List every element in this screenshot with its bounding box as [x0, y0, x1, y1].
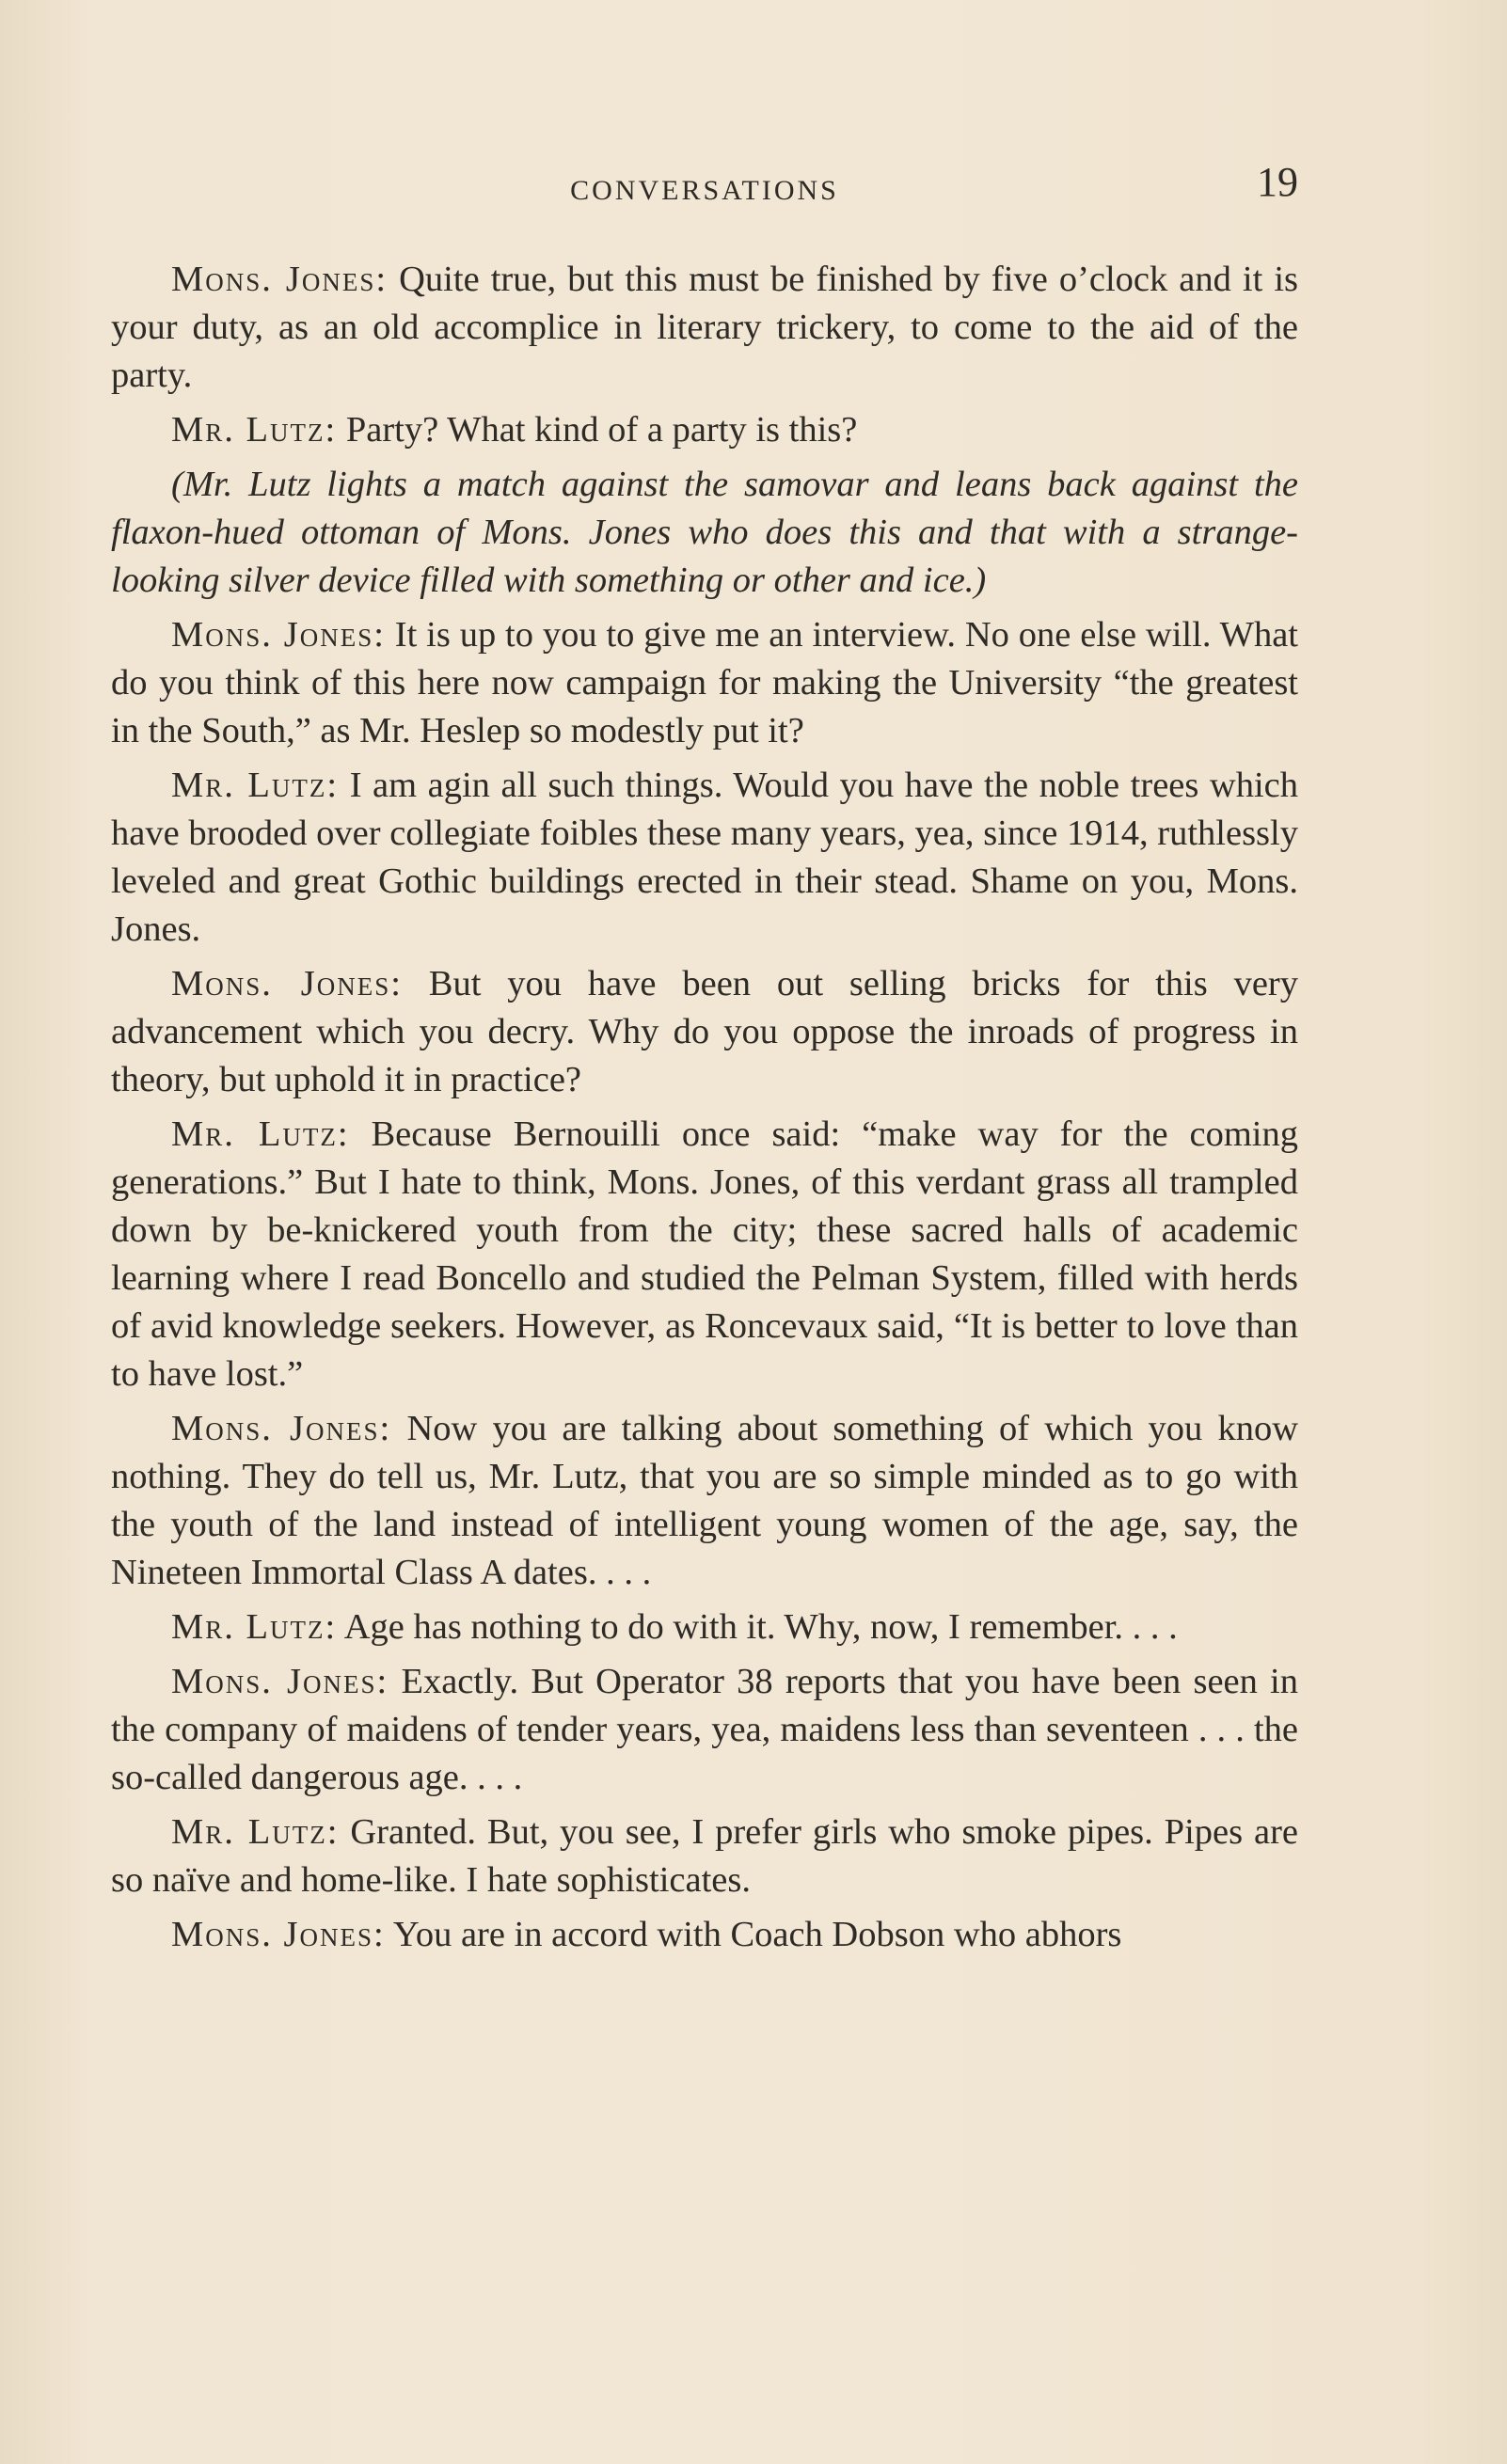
dialogue-text: But you have been out selling bricks for this very advancement which you decry. Why do you oppose the inroads of progress in theory, but uphold it in practice?	[111, 964, 1298, 1099]
speaker-label: Mr. Lutz:	[171, 1114, 350, 1154]
speaker-label: Mr. Lutz:	[171, 766, 340, 805]
dialogue-paragraph	[111, 1111, 1298, 1398]
speaker-label: Mr. Lutz:	[171, 410, 338, 450]
dialogue-text: Exactly. But Operator 38 reports that you have been seen in the company of maidens of tender years, yea, maidens less than seventeen . . . the so-called dangerous age. . . .	[111, 1662, 1299, 1797]
dialogue-text: Quite true, but this must be finished by five o’clock and it is your duty, as an old accomplice in literary trickery, to come to the aid of the party.	[111, 260, 1299, 395]
speaker-label: Mons. Jones:	[171, 260, 389, 299]
dialogue-paragraph	[111, 256, 1298, 400]
dialogue-text: I am agin all such things. Would you have the noble trees which have brooded over collegiate foibles these many years, yea, since 1914, ruthlessly leveled and great Gothic buildings erected in their stead. Shame on you, Mons. Jones.	[111, 766, 1298, 949]
dialogue-paragraph	[111, 762, 1298, 954]
page-number: 19	[1257, 159, 1298, 205]
speaker-label: Mons. Jones:	[171, 964, 403, 1003]
dialogue-paragraph	[111, 1603, 1298, 1651]
speaker-label: Mons. Jones:	[171, 615, 386, 655]
dialogue-text: Age has nothing to do with it. Why, now, I remember. . . .	[343, 1607, 1178, 1647]
dialogue-paragraph	[111, 406, 1298, 454]
dialogue-paragraph	[111, 960, 1298, 1104]
dialogue-text: Granted. But, you see, I prefer girls who smoke pipes. Pipes are so naïve and home-like. I hate sophisticates.	[111, 1812, 1298, 1900]
speaker-label: Mons. Jones:	[171, 1915, 386, 1954]
page-body	[111, 256, 1298, 1966]
running-head: CONVERSATIONS	[570, 175, 839, 206]
dialogue-paragraph	[111, 611, 1298, 755]
page-header	[111, 158, 1298, 214]
speaker-label: Mons. Jones:	[171, 1662, 389, 1701]
dialogue-paragraph	[111, 1809, 1298, 1904]
dialogue-text: Because Bernouilli once said: “make way for the coming generations.” But I hate to think, Mons. Jones, of this verdant grass all trampled down by be-knickered youth from the city; these sacred halls of academic learning where I read Boncello and studied the Pelman System, filled with herds of avid knowledge seekers. However, as Roncevaux said, “It is better to love than to have lost.”	[111, 1114, 1298, 1394]
dialogue-paragraph	[111, 1658, 1298, 1802]
dialogue-paragraph	[111, 1911, 1298, 1959]
dialogue-text: You are in accord with Coach Dobson who abhors	[392, 1915, 1122, 1954]
stage-direction-text: (Mr. Lutz lights a match against the samovar and leans back against the flaxon-hued ottoman of Mons. Jones who does this and that with a strange-looking silver device filled with something or other and ice.)	[111, 465, 1298, 600]
dialogue-text: Party? What kind of a party is this?	[345, 410, 858, 450]
speaker-label: Mons. Jones:	[171, 1409, 392, 1448]
speaker-label: Mr. Lutz:	[171, 1812, 340, 1852]
speaker-label: Mr. Lutz:	[171, 1607, 338, 1647]
dialogue-text: It is up to you to give me an interview. No one else will. What do you think of this here now campaign for making the University “the greatest in the South,” as Mr. Heslep so modestly put it?	[111, 615, 1298, 750]
dialogue-paragraph	[111, 1405, 1298, 1597]
dialogue-text: Now you are talking about something of which you know nothing. They do tell us, Mr. Lutz, that you are so simple minded as to go with the youth of the land instead of intelligent young women of the age, say, the Nineteen Immortal Class A dates. . . .	[111, 1409, 1299, 1592]
stage-direction	[111, 461, 1298, 605]
